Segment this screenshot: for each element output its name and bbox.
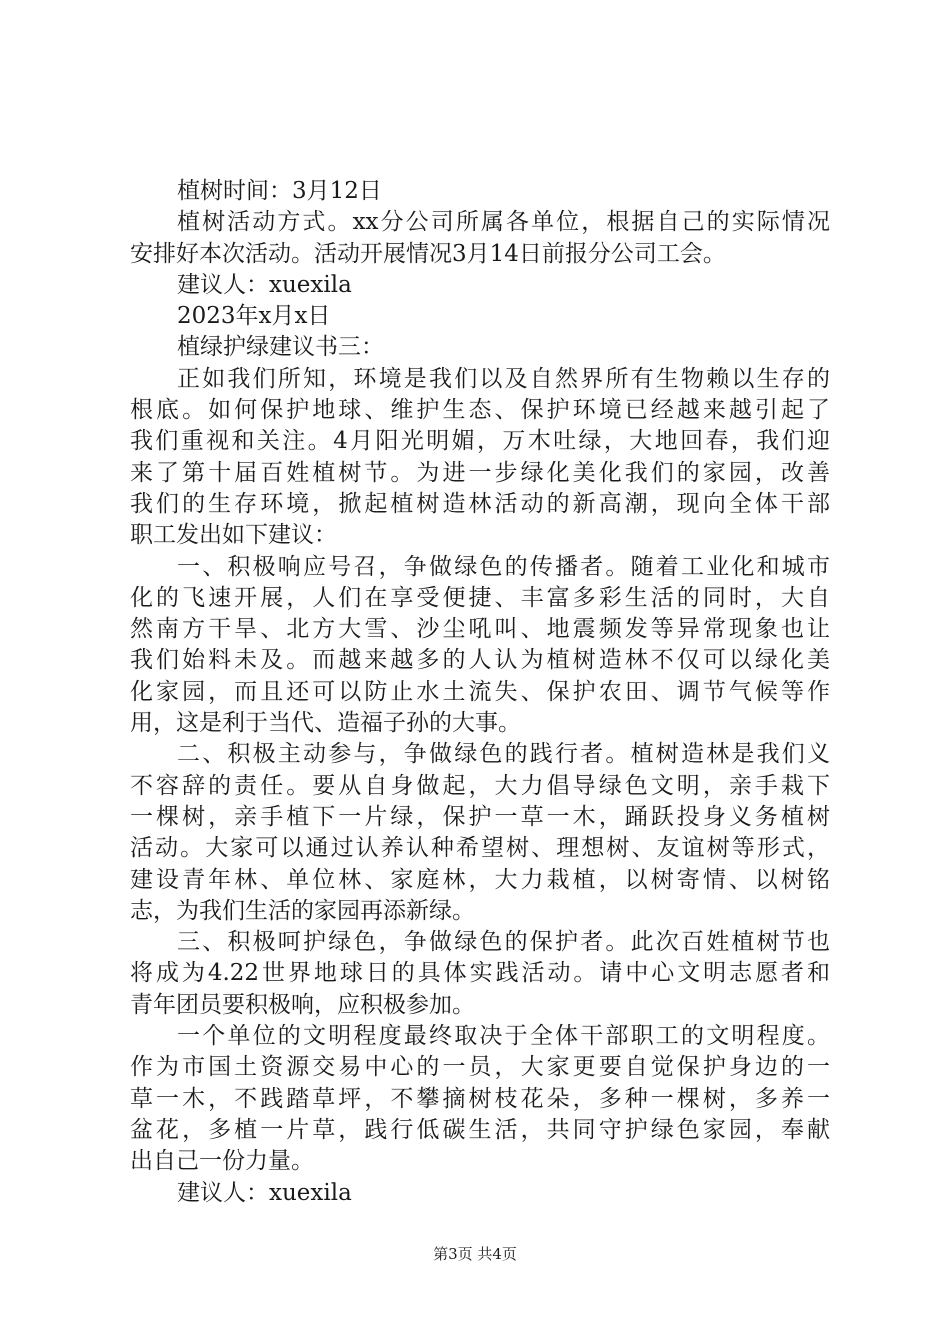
text-line: 草一木，不践踏草坪，不攀摘树枝花朵，多种一棵树，多养一 — [130, 1085, 830, 1112]
text-line: 二、积极主动参与，争做绿色的践行者。植树造林是我们义 — [177, 741, 830, 768]
text-line: 建议人：xuexila — [177, 271, 352, 298]
text-line: 职工发出如下建议： — [130, 522, 337, 549]
text-line: 一个单位的文明程度最终取决于全体干部职工的文明程度。 — [177, 1023, 830, 1050]
text-line: 出自己一份力量。 — [130, 1148, 314, 1175]
text-line: 用，这是利于当代、造福子孙的大事。 — [130, 710, 521, 737]
text-line: 三、积极呵护绿色，争做绿色的保护者。此次百姓植树节也 — [177, 929, 830, 956]
text-line: 志，为我们生活的家园再添新绿。 — [130, 897, 475, 924]
text-line: 我们的生存环境，掀起植树造林活动的新高潮，现向全体干部 — [130, 490, 830, 517]
text-line: 2023年x月x日 — [177, 303, 331, 330]
text-line: 青年团员要积极响，应积极参加。 — [130, 991, 475, 1018]
text-line: 一棵树，亲手植下一片绿，保护一草一木，踊跃投身义务植树 — [130, 803, 830, 830]
text-line: 一、积极响应号召，争做绿色的传播者。随着工业化和城市 — [177, 553, 830, 580]
text-line: 根底。如何保护地球、维护生态、保护环境已经越来越引起了 — [130, 397, 830, 424]
text-line: 盆花，多植一片草，践行低碳生活，共同守护绿色家园，奉献 — [130, 1116, 830, 1143]
text-line: 将成为4.22世界地球日的具体实践活动。请中心文明志愿者和 — [130, 960, 830, 987]
text-line: 化的飞速开展，人们在享受便捷、丰富多彩生活的同时，大自 — [130, 584, 830, 611]
text-line: 化家园，而且还可以防止水土流失、保护农田、调节气候等作 — [130, 678, 830, 705]
document-body — [130, 176, 830, 1209]
text-line: 安排好本次活动。活动开展情况3月14日前报分公司工会。 — [130, 240, 726, 267]
text-line: 正如我们所知，环境是我们以及自然界所有生物赖以生存的 — [177, 365, 830, 392]
text-line: 不容辞的责任。要从自身做起，大力倡导绿色文明，亲手栽下 — [130, 772, 830, 799]
text-line: 我们始料未及。而越来越多的人认为植树造林不仅可以绿化美 — [130, 647, 830, 674]
text-line: 植树时间：3月12日 — [177, 178, 382, 204]
text-line: 来了第十届百姓植树节。为进一步绿化美化我们的家园，改善 — [130, 459, 830, 486]
page-footer: 第3页 共4页 — [433, 1245, 517, 1263]
text-line: 活动。大家可以通过认养认种希望树、理想树、友谊树等形式， — [130, 835, 830, 862]
text-line: 植树活动方式。xx分公司所属各单位，根据自己的实际情况 — [177, 209, 830, 236]
text-line: 然南方干旱、北方大雪、沙尘吼叫、地震频发等异常现象也让 — [130, 616, 830, 643]
text-line: 建议人：xuexila — [177, 1179, 352, 1206]
text-line: 植绿护绿建议书三： — [177, 334, 384, 361]
text-line: 我们重视和关注。4月阳光明媚，万木吐绿，大地回春，我们迎 — [130, 428, 830, 455]
text-line: 建设青年林、单位林、家庭林，大力栽植，以树寄情、以树铭 — [130, 866, 830, 893]
text-line: 作为市国土资源交易中心的一员，大家更要自觉保护身边的一 — [130, 1054, 830, 1081]
